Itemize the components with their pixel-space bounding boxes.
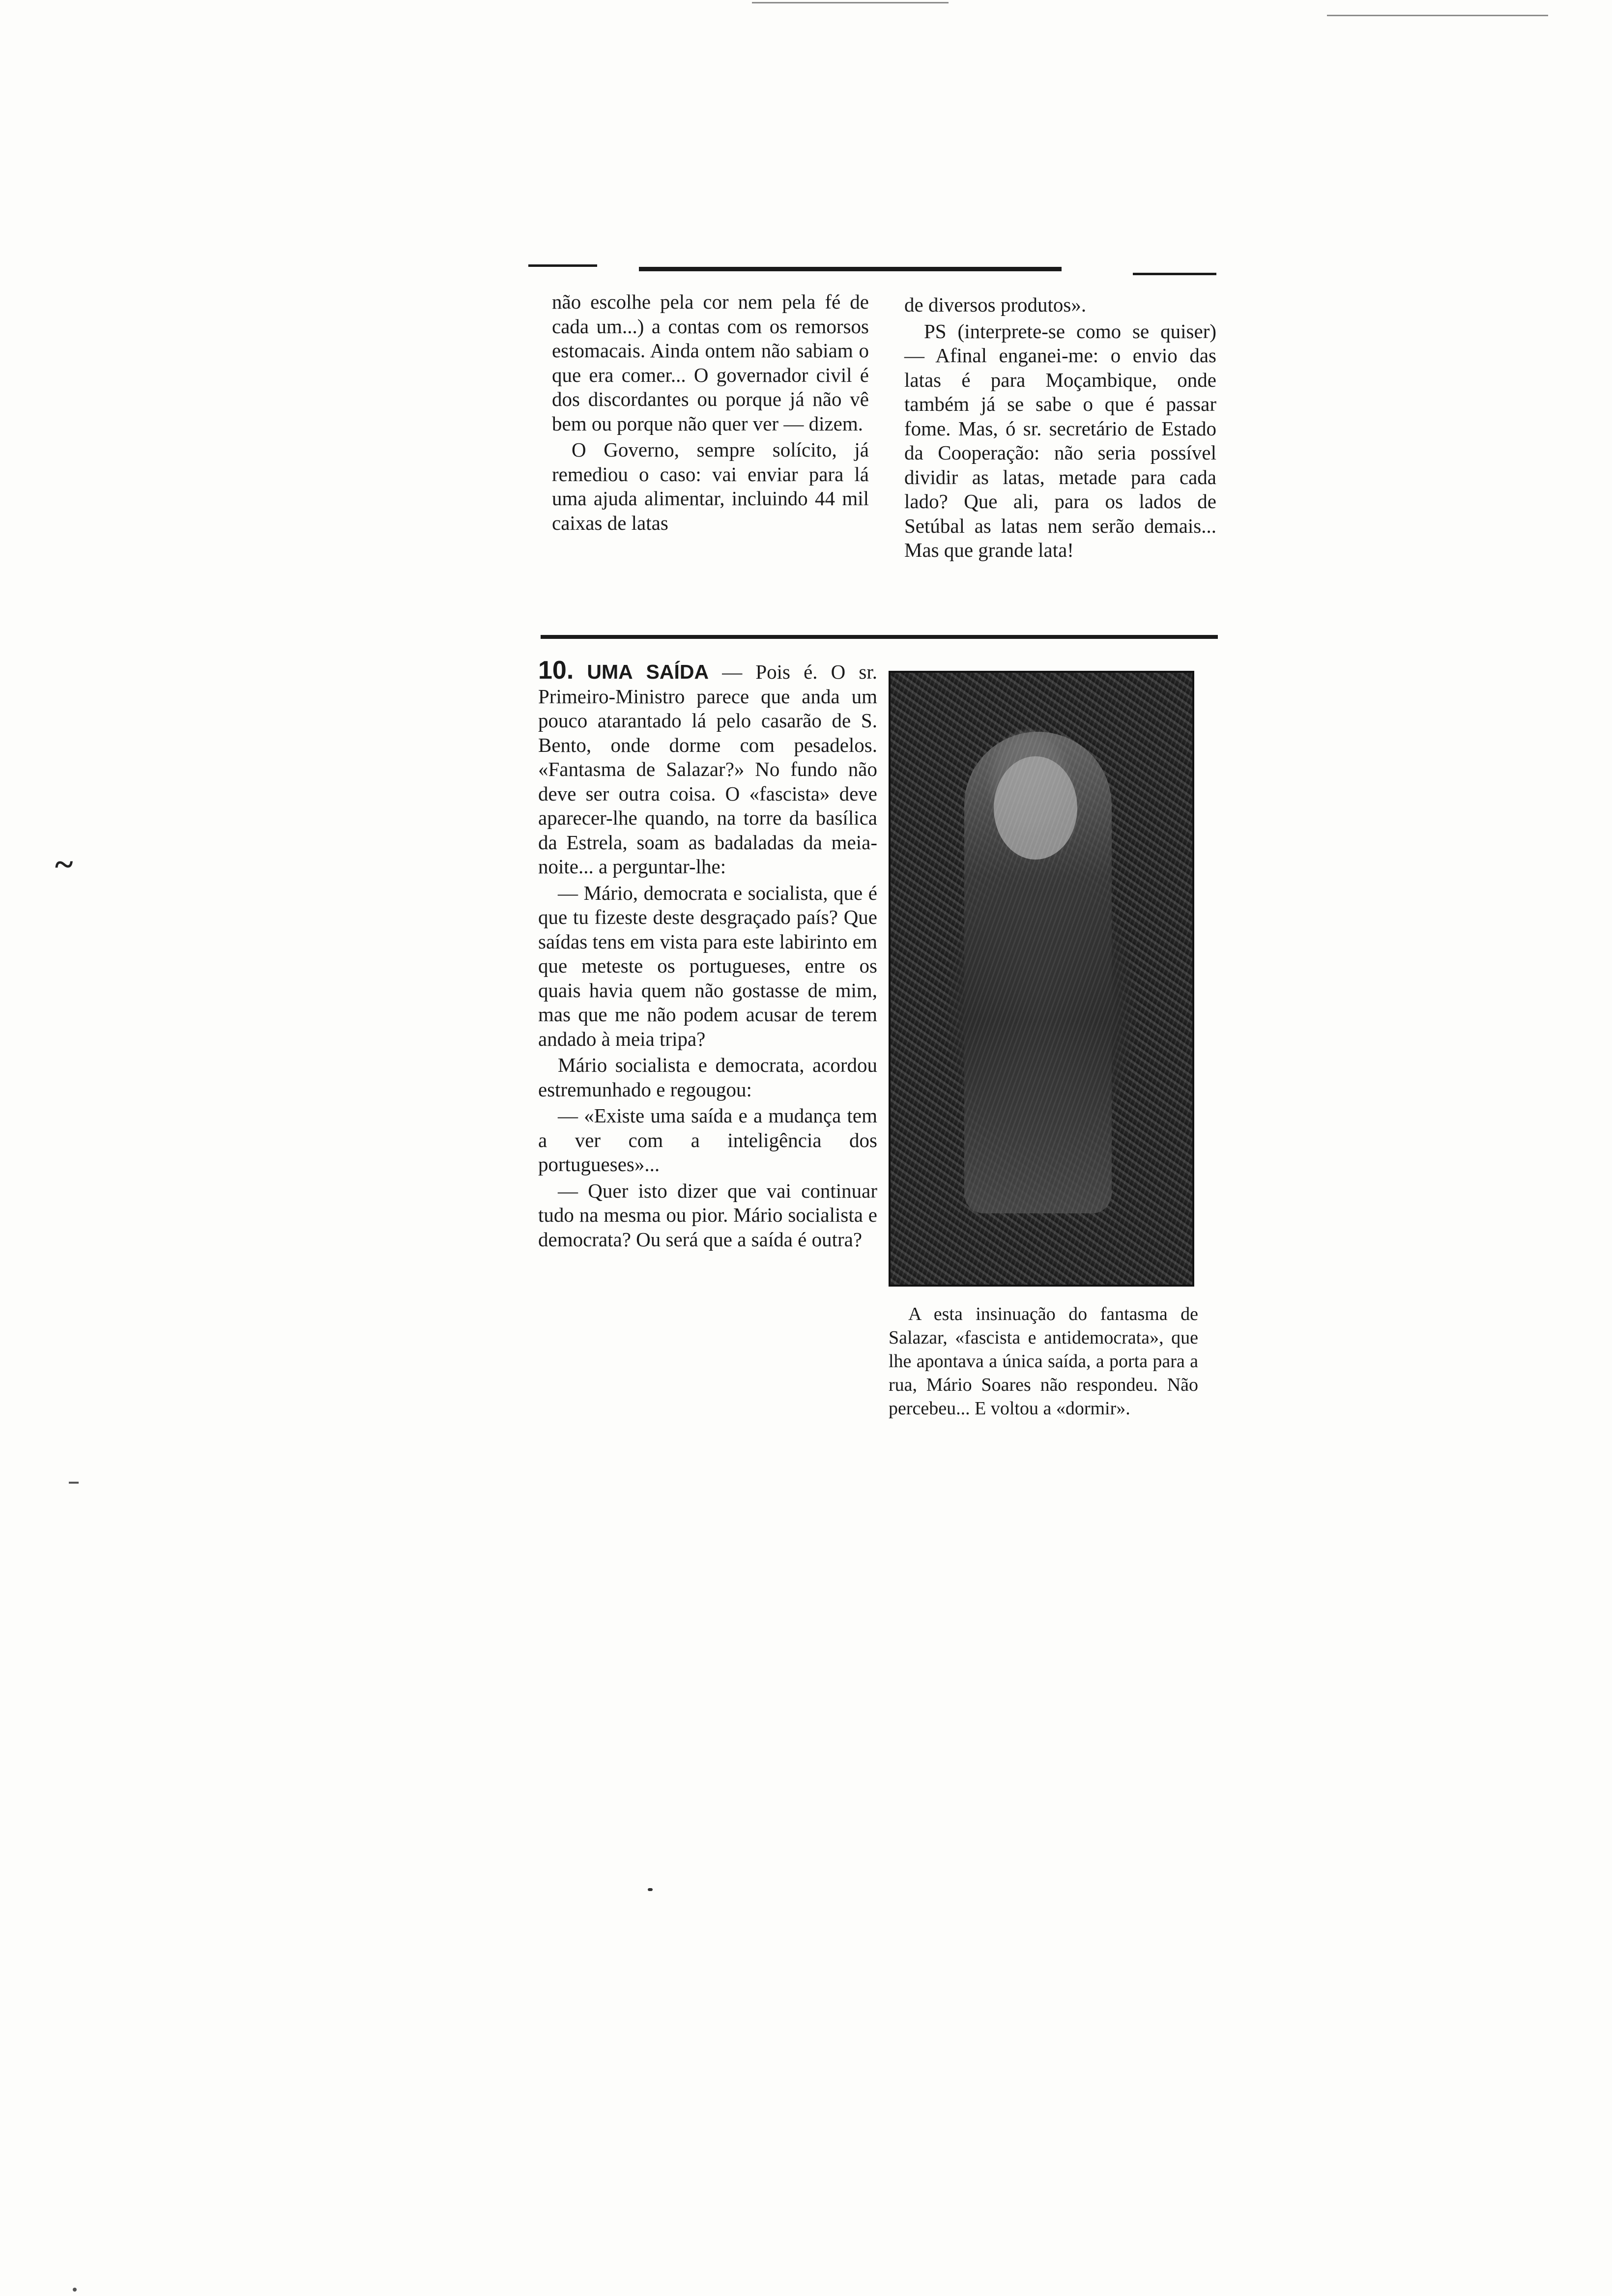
section-divider [541, 635, 1218, 639]
paragraph: Mário socialista e democrata, acordou estremunhado e regougou: [538, 1054, 877, 1101]
photo-grain [891, 673, 1192, 1285]
photo-caption: A esta insinuação do fantasma de Salazar, «fascista e antidemocrata», que lhe apontava a única saída, a porta para a rua, Mário Soares não respondeu. Não percebeu... E voltou a «dormir». [889, 1304, 1198, 1419]
top-left-column [552, 290, 869, 537]
top-edge-line [752, 2, 949, 3]
bottom-speck-mark [648, 1888, 653, 1891]
paragraph: de diversos produtos». [904, 293, 1087, 316]
margin-dash-mark [69, 1482, 79, 1484]
top-rule-right [1133, 273, 1216, 275]
section-column [538, 656, 878, 1254]
paragraph: — Mário, democrata e socialista, que é que tu fizeste deste desgraçado país? Que saídas tens em vista para este labirinto em que meteste os portugueses, entre os quais havia quem não gostasse de mim, mas que me não podem acusar de terem andado à meia tripa? [538, 881, 877, 1050]
paragraph: não escolhe pela cor nem pela fé de cada um...) a contas com os remorsos estomacais. Ainda ontem não sabiam o que era comer... O governador civil é dos discordantes ou porque já não vê bem ou porque não quer ver — dizem. [552, 290, 869, 435]
section-lead: — Pois é. O sr. Primeiro-Ministro parece que anda um pouco atarantado lá pelo casarão de S. Bento, onde dorme com pesadelos. «Fantasma de Salazar?» No fundo não deve ser outra coisa. O «fascista» deve aparecer-lhe quando, na torre da basílica da Estrela, soam as badaladas da meia-noite... a perguntar-lhe: [538, 660, 878, 878]
top-rule-left [528, 264, 597, 267]
top-right-column [904, 293, 1216, 565]
margin-tilde-mark: ~ [55, 846, 73, 884]
top-edge-line-right [1327, 15, 1548, 16]
bottom-left-speck [73, 2288, 77, 2292]
paragraph: O Governo, sempre solícito, já remediou o caso: vai enviar para lá uma ajuda alimentar, incluindo 44 mil caixas de latas [552, 438, 869, 534]
section-lead-paragraph [538, 656, 878, 879]
paragraph: — «Existe uma saída e a mudança tem a ver com a inteligência dos portugueses»... [538, 1104, 877, 1176]
section-number: 10. [538, 656, 574, 685]
paragraph: — Quer isto dizer que vai continuar tudo na mesma ou pior. Mário socialista e democrata? Ou será que a saída é outra? [538, 1179, 877, 1251]
section-title: UMA SAÍDA [587, 660, 709, 683]
top-rule-center [639, 267, 1062, 271]
paragraph: PS (interprete-se como se quiser) — Afinal enganei-me: o envio das latas é para Moçambique, onde também já se sabe o que é passar fome. Mas, ó sr. secretário de Estado da Cooperação: não seria possível dividir as latas, metade para cada lado? Que ali, para os lados de Setúbal as latas nem serão demais... Mas que grande lata! [904, 319, 1216, 561]
photo-mario-soares [889, 671, 1194, 1287]
